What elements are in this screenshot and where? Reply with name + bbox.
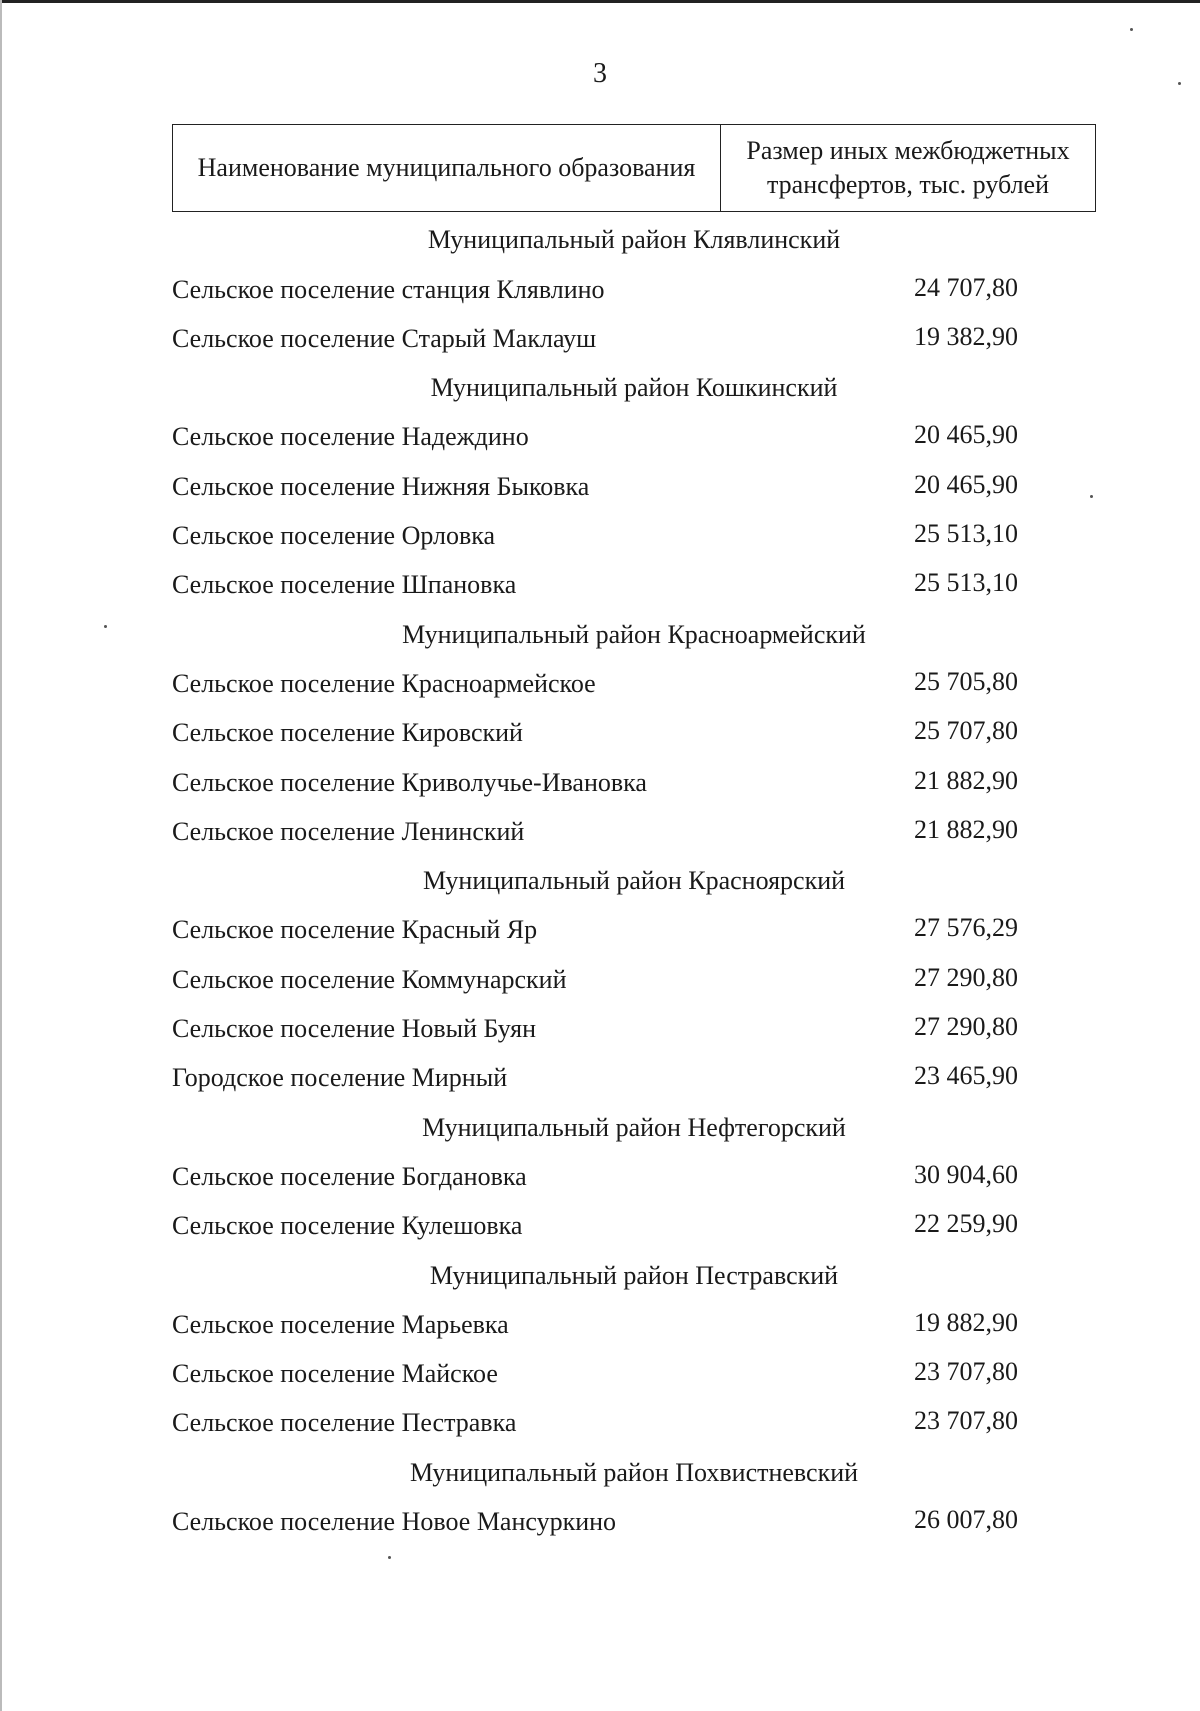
table-row [172,1050,1096,1099]
settlement-name: Сельское поселение Пестравка [172,1408,517,1438]
transfer-amount: 24 707,80 [914,272,1018,302]
transfer-amount: 25 705,80 [914,666,1018,696]
table-row [172,1395,1096,1444]
district-heading [172,1099,1096,1148]
settlement-name: Сельское поселение Красный Яр [172,915,538,945]
scan-speck [1090,495,1093,498]
settlement-name: Сельское поселение Богдановка [172,1161,527,1191]
header-size-column: Размер иных межбюджетных трансфертов, тыс. рублей [746,136,1070,199]
settlement-name: Сельское поселение Шпановка [172,570,517,600]
table-row [172,902,1096,951]
scan-top-edge [0,0,1200,3]
district-heading-text: Муниципальный район Клявлинский [427,225,841,255]
table-row [172,1346,1096,1395]
scan-speck [1178,82,1181,85]
district-heading [172,606,1096,655]
transfer-amount: 25 513,10 [914,568,1018,598]
transfer-amount: 21 882,90 [914,814,1018,844]
district-heading-text: Муниципальный район Нефтегорский [422,1112,846,1142]
settlement-name: Сельское поселение Новое Мансуркино [172,1507,617,1537]
settlement-name: Сельское поселение Старый Маклауш [172,323,597,353]
settlement-name: Городское поселение Мирный [172,1063,508,1093]
transfer-amount: 23 707,80 [914,1406,1018,1436]
table-row [172,1297,1096,1346]
transfer-amount: 25 707,80 [914,716,1018,746]
transfer-amount: 21 882,90 [914,765,1018,795]
scan-speck [1130,28,1133,31]
page-number: 3 [593,58,607,89]
table-row [172,804,1096,853]
settlement-name: Сельское поселение Орловка [172,521,496,551]
table-row [172,1001,1096,1050]
settlement-name: Сельское поселение Красноармейское [172,668,596,698]
transfer-amount: 20 465,90 [914,420,1018,450]
table-row [172,311,1096,360]
table-header [172,124,1096,212]
transfer-amount: 22 259,90 [914,1209,1018,1239]
settlement-name: Сельское поселение Ленинский [172,816,525,846]
table-row [172,656,1096,705]
table-row [172,1149,1096,1198]
table-row [172,1198,1096,1247]
transfer-amount: 23 465,90 [914,1061,1018,1091]
transfer-amount: 27 576,29 [914,913,1018,943]
district-heading [172,212,1096,261]
settlement-name: Сельское поселение Марьевка [172,1309,509,1339]
table-row [172,754,1096,803]
table-row [172,1494,1096,1543]
header-name-column: Наименование муниципального образования [173,125,721,211]
transfers-table-body [172,212,1096,1543]
table-row [172,409,1096,458]
table-row [172,508,1096,557]
transfer-amount: 20 465,90 [914,469,1018,499]
table-row [172,261,1096,310]
settlement-name: Сельское поселение Кулешовка [172,1211,523,1241]
district-heading-text: Муниципальный район Красноярский [422,866,846,896]
district-heading [172,1247,1096,1296]
transfer-amount: 27 290,80 [914,1012,1018,1042]
settlement-name: Сельское поселение Надеждино [172,422,529,452]
scan-speck [388,1556,391,1559]
transfer-amount: 27 290,80 [914,962,1018,992]
transfer-amount: 30 904,60 [914,1159,1018,1189]
district-heading-text: Муниципальный район Пестравский [429,1260,839,1290]
scan-left-edge [0,0,2,1711]
settlement-name: Сельское поселение станция Клявлино [172,274,605,304]
settlement-name: Сельское поселение Криволучье-Ивановка [172,767,647,797]
transfer-amount: 25 513,10 [914,519,1018,549]
district-heading [172,1444,1096,1493]
district-heading-text: Муниципальный район Похвистневский [409,1457,859,1487]
settlement-name: Сельское поселение Нижняя Быковка [172,471,590,501]
transfer-amount: 26 007,80 [914,1505,1018,1535]
settlement-name: Сельское поселение Новый Буян [172,1014,537,1044]
table-row [172,951,1096,1000]
table-row [172,458,1096,507]
district-heading [172,853,1096,902]
table-row [172,705,1096,754]
transfer-amount: 19 382,90 [914,321,1018,351]
table-row [172,557,1096,606]
settlement-name: Сельское поселение Кировский [172,718,523,748]
district-heading [172,360,1096,409]
settlement-name: Сельское поселение Коммунарский [172,964,567,994]
scan-speck [104,625,107,628]
settlement-name: Сельское поселение Майское [172,1359,498,1389]
district-heading-text: Муниципальный район Красноармейский [402,619,866,649]
transfer-amount: 19 882,90 [914,1307,1018,1337]
district-heading-text: Муниципальный район Кошкинский [430,373,838,403]
transfer-amount: 23 707,80 [914,1357,1018,1387]
